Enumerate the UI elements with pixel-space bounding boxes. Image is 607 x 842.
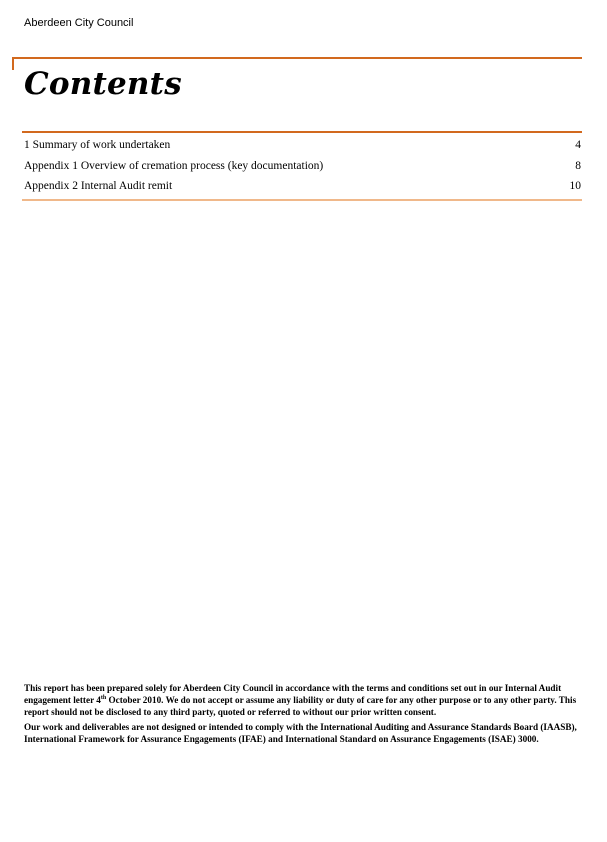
disclaimer-paragraph-2: Our work and deliverables are not designed or intended to comply with the International Auditing and Assurance Standards Board (IAASB), International Framework for Assurance Engagements (IFAE) and International Standard on Assurance Engagements (ISAE) 3000. [24, 722, 577, 744]
toc-entry-page[interactable]: 10 [569, 180, 581, 192]
disclaimer-text: This report has been prepared solely for Aberdeen City Council in accordance with the terms and conditions set out in our Internal Audit engagement letter 4 [24, 683, 562, 705]
toc-entry-label[interactable]: Appendix 2 Internal Audit remit [24, 180, 173, 192]
toc-bottom-rule [22, 199, 582, 201]
title-top-rule [12, 57, 582, 59]
disclaimer [24, 682, 584, 748]
toc-entry[interactable] [24, 179, 581, 200]
header-organization: Aberdeen City Council [24, 17, 134, 29]
title-corner-rule [12, 57, 14, 70]
ordinal-suffix: th [100, 694, 107, 701]
toc-entry-page[interactable]: 4 [575, 139, 581, 151]
toc-entry-label[interactable]: 1 Summary of work undertaken [24, 139, 171, 151]
disclaimer-text: October 2010. We do not accept or assume any liability or duty of care for any other purpose or to any other party. This report should not be disclosed to any third party, quoted or referred to without our prior written consent. [24, 695, 577, 717]
toc-entry[interactable] [24, 138, 581, 159]
toc-top-rule [22, 131, 582, 133]
toc-entry-label[interactable]: Appendix 1 Overview of cremation process (key documentation) [24, 159, 324, 172]
toc-entry-page[interactable]: 8 [575, 159, 581, 172]
toc-entry[interactable] [24, 159, 581, 180]
table-of-contents [24, 138, 581, 200]
page-title: Contents [24, 66, 182, 102]
disclaimer-paragraph-1 [24, 682, 584, 718]
